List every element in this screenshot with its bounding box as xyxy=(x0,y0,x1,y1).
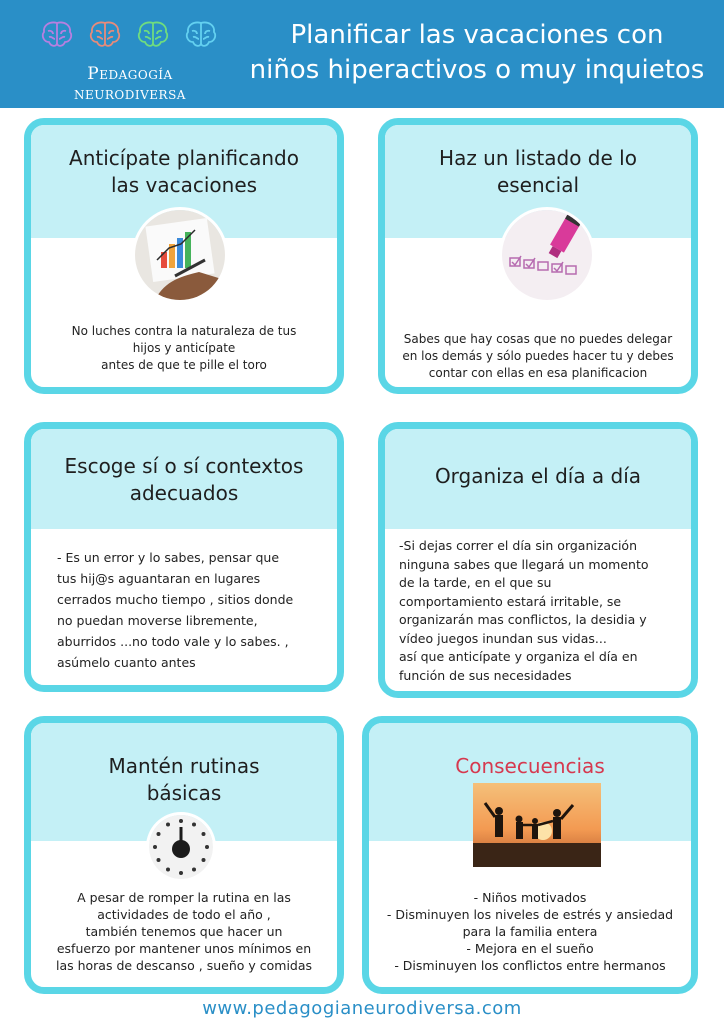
card-text xyxy=(43,323,325,374)
text-line: organizarán mas conflictos, la desidia y xyxy=(399,612,647,627)
card-heading xyxy=(31,145,337,199)
card-heading-line: las vacaciones xyxy=(110,173,258,197)
brain-icon xyxy=(184,20,218,50)
card-organize xyxy=(378,422,698,698)
title-line: niños hiperactivos o muy inquietos xyxy=(249,55,705,85)
card-contexts xyxy=(24,422,344,692)
card-text xyxy=(57,547,327,673)
card-heading-line: esencial xyxy=(496,173,580,197)
text-line: cerrados mucho tiempo , sitios donde xyxy=(57,592,294,607)
card-heading-line: Organiza el día a día xyxy=(434,464,642,488)
header-banner xyxy=(0,0,724,108)
card-heading-line: Mantén rutinas xyxy=(108,754,260,778)
clock-icon xyxy=(149,815,213,879)
card-heading-line: Haz un listado de lo xyxy=(439,146,637,170)
card-heading-line: básicas xyxy=(146,781,222,805)
text-line: así que anticípate y organiza el día en xyxy=(399,649,638,664)
brand-name: Pedagogía neurodiversa xyxy=(74,64,186,104)
brain-icon xyxy=(136,20,170,50)
text-line: asúmelo cuanto antes xyxy=(57,655,196,670)
card-text xyxy=(371,889,689,974)
brain-logos xyxy=(40,20,230,54)
text-line: vídeo juegos inundan sus vidas... xyxy=(399,630,607,646)
card-routines xyxy=(24,716,344,994)
text-line: las horas de descanso , sueño y comidas xyxy=(55,958,313,973)
text-line: - Es un error y lo sabes, pensar que xyxy=(57,550,280,565)
text-line: - Disminuyen los conflictos entre hermanos xyxy=(394,958,666,973)
text-line: aburridos ...no todo vale y lo sabes. , xyxy=(57,634,289,649)
card-heading-line: Anticípate planificando xyxy=(69,146,299,170)
text-line: contar con ellas en esa planificacion xyxy=(428,366,648,380)
card-heading xyxy=(369,753,691,780)
text-line: en los demás y sólo puedes hacer tu y debes xyxy=(402,349,674,363)
text-line: comportamiento estará irritable, se xyxy=(399,593,622,609)
text-line: función de sus necesidades xyxy=(399,667,572,683)
charts-planning-photo xyxy=(135,210,225,300)
card-heading xyxy=(31,753,337,807)
text-line: - Disminuyen los niveles de estrés y ansiedad xyxy=(386,907,674,922)
family-sunset-photo xyxy=(473,783,601,867)
text-line: actividades de todo el año , xyxy=(97,907,271,922)
text-line: tus hij@s aguantaran en lugares xyxy=(57,571,261,586)
text-line: antes de que te pille el toro xyxy=(101,358,267,372)
card-heading-line: Escoge sí o sí contextos xyxy=(64,454,304,478)
card-heading xyxy=(31,453,337,507)
card-consequences xyxy=(362,716,698,994)
checklist-marker-photo xyxy=(502,210,592,300)
text-line: - Mejora en el sueño xyxy=(466,941,594,956)
brain-icon xyxy=(88,20,122,50)
page-title xyxy=(240,18,714,88)
brain-icon xyxy=(40,20,74,50)
card-anticipate xyxy=(24,118,344,394)
website-link[interactable]: www.pedagogianeurodiversa.com xyxy=(202,998,522,1019)
text-line: de la tarde, en el que su xyxy=(399,575,552,590)
title-line: Planificar las vacaciones con xyxy=(290,20,664,50)
card-heading-line: adecuados xyxy=(129,481,239,505)
text-line: No luches contra la naturaleza de tus xyxy=(71,324,297,338)
card-heading xyxy=(385,145,691,199)
text-line: -Si dejas correr el día sin organización xyxy=(399,538,637,553)
card-heading xyxy=(385,463,691,490)
text-line: - Niños motivados xyxy=(473,890,587,905)
text-line: Sabes que hay cosas que no puedes delegar xyxy=(403,332,673,346)
card-heading-line: Consecuencias xyxy=(455,754,605,778)
text-line: A pesar de romper la rutina en las xyxy=(77,890,291,905)
text-line: para la familia entera xyxy=(462,924,598,939)
card-text xyxy=(391,331,685,382)
card-text xyxy=(399,537,687,685)
text-line: ninguna sabes que llegará un momento xyxy=(399,556,649,572)
card-essentials xyxy=(378,118,698,394)
card-text xyxy=(35,889,333,974)
text-line: hijos y anticípate xyxy=(132,341,236,355)
text-line: no puedan moverse libremente, xyxy=(57,613,258,628)
text-line: esfuerzo por mantener unos mínimos en xyxy=(56,941,312,956)
text-line: también tenemos que hacer un xyxy=(85,924,283,939)
